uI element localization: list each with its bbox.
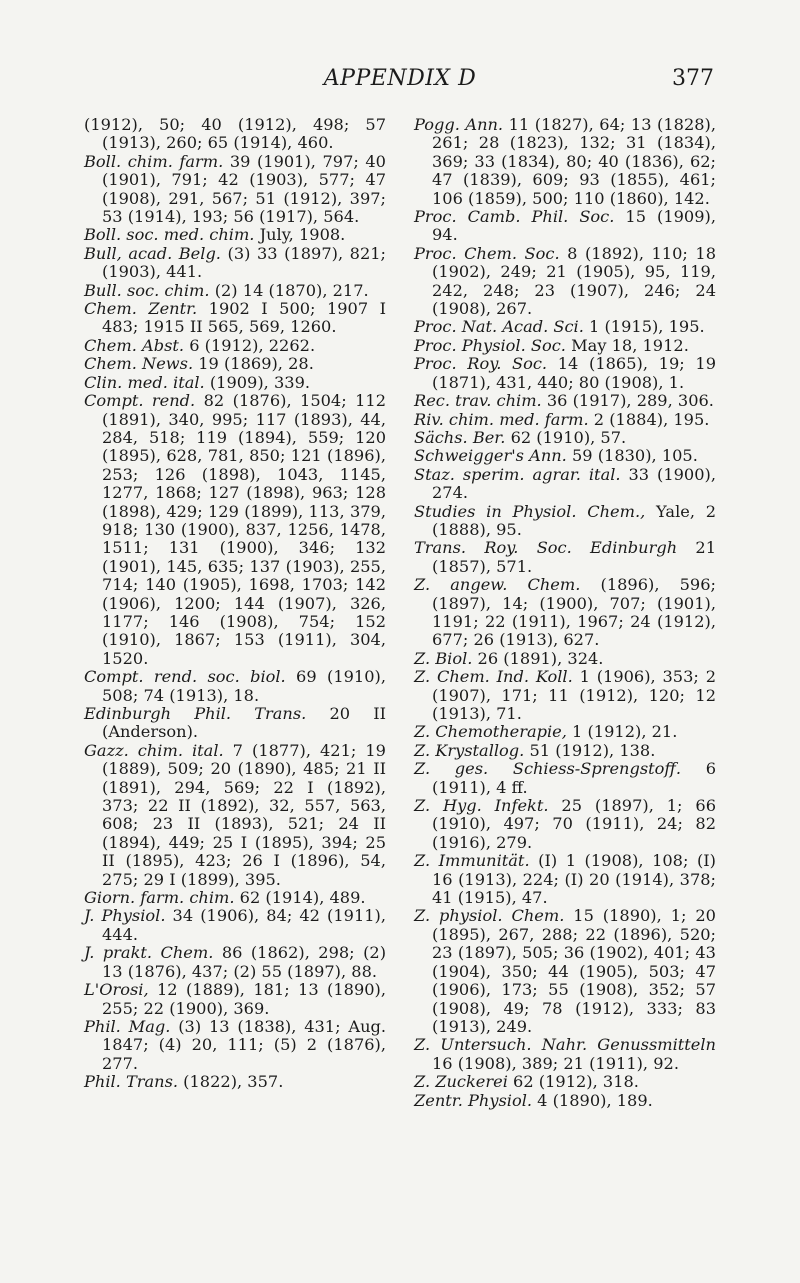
journal-reference: 26 (1891), 324. — [472, 648, 604, 668]
bibliography-entry — [414, 392, 716, 410]
journal-reference: 6 (1911), 4 ff. — [432, 759, 716, 797]
bibliography-entry — [84, 355, 386, 373]
bibliography-entry — [84, 742, 386, 889]
journal-abbreviation: Z. Biol. — [414, 648, 473, 668]
journal-reference: 34 (1906), 84; 42 (1911), 444. — [102, 906, 386, 944]
bibliography-entry — [84, 1073, 386, 1091]
journal-reference: May 18, 1912. — [565, 335, 689, 355]
journal-reference: 69 (1910), 508; 74 (1913), 18. — [102, 667, 386, 705]
journal-reference: Yale, 2 (1888), 95. — [432, 501, 716, 539]
bibliography-entry — [414, 852, 716, 907]
journal-reference: (2) 14 (1870), 217. — [209, 280, 369, 300]
journal-abbreviation: Proc. Roy. Soc. — [414, 354, 548, 374]
bibliography-entry — [414, 907, 716, 1036]
bibliography-entry — [414, 245, 716, 319]
bibliography-entry — [414, 337, 716, 355]
bibliography-entry — [84, 889, 386, 907]
journal-reference: 12 (1889), 181; 13 (1890), 255; 22 (1900), 369. — [102, 980, 386, 1018]
journal-reference: 82 (1876), 1504; 112 (1891), 340, 995; 117 (1893), 44, 284, 518; 119 (1894), 559; 120 (1895), 628, 781, 850; 121 (1896), 253; 126 (1898), 1043, 1145, 1277, 1868; 127 (1898), 963; 128 (1898), 429; 129 (1899), 113, 379, 918; 130 (1900), 837, 1256, 1478, 1511; 131 (1900), 346; 132 (1901), 145, 635; 137 (1903), 255, 714; 140 (1905), 1698, 1703; 142 (1906), 1200; 144 (1907), 326, 1177; 146 (1908), 754; 152 (1910), 1867; 153 (1911), 304, 1520. — [102, 391, 386, 668]
bibliography-entry — [414, 355, 716, 392]
bibliography-entry — [84, 153, 386, 227]
journal-reference: 19 (1869), 28. — [193, 354, 314, 374]
journal-reference: 4 (1890), 189. — [532, 1090, 653, 1110]
journal-abbreviation: J. Physiol. — [84, 906, 166, 926]
journal-reference: 51 (1912), 138. — [524, 740, 656, 760]
bibliography-entry — [84, 981, 386, 1018]
bibliography-entry — [414, 318, 716, 336]
journal-reference: 20 II (Anderson). — [102, 704, 386, 742]
page-number: 377 — [672, 66, 714, 91]
journal-abbreviation: Boll. soc. med. chim. — [84, 225, 255, 245]
journal-abbreviation: Bull. soc. chim. — [84, 280, 210, 300]
page-header — [0, 66, 800, 96]
left-column — [84, 116, 386, 1092]
bibliography-entry — [84, 300, 386, 337]
bibliography-entry — [84, 245, 386, 282]
journal-reference: (1909), 339. — [204, 372, 311, 392]
journal-abbreviation: Chem. News. — [84, 354, 194, 374]
bibliography-entry — [414, 411, 716, 429]
bibliography-entry — [84, 282, 386, 300]
journal-abbreviation: Chem. Zentr. — [84, 299, 198, 319]
journal-reference: 86 (1862), 298; (2) 13 (1876), 437; (2) 55 (1897), 88. — [102, 943, 387, 981]
journal-reference: 1902 I 500; 1907 I 483; 1915 II 565, 569, 1260. — [102, 299, 386, 337]
running-title: APPENDIX D — [323, 66, 477, 91]
bibliography-entry — [414, 760, 716, 797]
bibliography-entry — [414, 1036, 716, 1073]
journal-abbreviation: Z. ges. Schiess-Sprengstoff. — [414, 759, 682, 779]
journal-reference: 15 (1909), 94. — [432, 207, 716, 245]
bibliography-entry — [414, 208, 716, 245]
journal-reference: 1 (1912), 21. — [566, 722, 678, 742]
journal-abbreviation: Z. angew. Chem. — [414, 575, 581, 595]
journal-abbreviation: Giorn. farm. chim. — [84, 888, 235, 908]
journal-reference: 59 (1830), 105. — [566, 446, 698, 466]
journal-reference: 6 (1912), 2262. — [184, 335, 316, 355]
bibliography-entry — [414, 1092, 716, 1110]
journal-abbreviation: Clin. med. ital. — [84, 372, 205, 392]
journal-reference: 39 (1901), 797; 40 (1901), 791; 42 (1903), 577; 47 (1908), 291, 567; 51 (1912), 397; 53 (1914), 193; 56 (1917), 564. — [102, 151, 386, 227]
journal-reference: (1912), 50; 40 (1912), 498; 57 (1913), 260; 65 (1914), 460. — [84, 115, 386, 153]
right-column — [414, 116, 716, 1110]
journal-abbreviation: Proc. Physiol. Soc. — [414, 335, 566, 355]
journal-abbreviation: Z. physiol. Chem. — [414, 906, 565, 926]
journal-abbreviation: Proc. Camb. Phil. Soc. — [414, 207, 615, 227]
bibliography-entry — [414, 539, 716, 576]
bibliography-entry — [414, 723, 716, 741]
journal-abbreviation: Proc. Chem. Soc. — [414, 243, 560, 263]
bibliography-entry — [414, 503, 716, 540]
bibliography-entry — [414, 447, 716, 465]
journal-abbreviation: Schweigger's Ann. — [414, 446, 567, 466]
bibliography-entry — [84, 337, 386, 355]
journal-reference: 1 (1915), 195. — [583, 317, 705, 337]
bibliography-entry — [414, 429, 716, 447]
journal-reference: (1896), 596; (1897), 14; (1900), 707; (1901), 1191; 22 (1911), 1967; 24 (1912), 677; 26 (1913), 627. — [432, 575, 716, 650]
bibliography-entry — [84, 705, 386, 742]
bibliography-entry — [414, 1073, 716, 1091]
journal-abbreviation: Zentr. Physiol. — [414, 1090, 533, 1110]
journal-reference: 8 (1892), 110; 18 (1902), 249; 21 (1905), 95, 119, 242, 248; 23 (1907), 246; 24 (1908), 267. — [432, 243, 716, 319]
bibliography-entry — [84, 374, 386, 392]
journal-reference: 25 (1897), 1; 66 (1910), 497; 70 (1911), 24; 82 (1916), 279. — [432, 796, 716, 852]
bibliography-entry — [84, 907, 386, 944]
journal-abbreviation: Rec. trav. chim. — [414, 391, 542, 411]
journal-abbreviation: Phil. Mag. — [84, 1016, 171, 1036]
bibliography-entry — [414, 576, 716, 650]
journal-reference: 1 (1906), 353; 2 (1907), 171; 11 (1912), 120; 12 (1913), 71. — [432, 667, 716, 723]
bibliography-entry — [84, 392, 386, 668]
journal-reference: 14 (1865), 19; 19 (1871), 431, 440; 80 (1908), 1. — [432, 354, 716, 392]
journal-abbreviation: Z. Chemotherapie, — [414, 722, 567, 742]
journal-reference: 62 (1912), 318. — [507, 1072, 639, 1092]
journal-reference: 62 (1914), 489. — [234, 888, 366, 908]
bibliography-entry — [414, 466, 716, 503]
journal-abbreviation: Edinburgh Phil. Trans. — [84, 704, 307, 723]
journal-reference: 33 (1900), 274. — [432, 464, 716, 503]
bibliography-entry — [414, 668, 716, 723]
journal-abbreviation: Pogg. Ann. — [414, 115, 504, 134]
journal-reference: 16 (1908), 389; 21 (1911), 92. — [432, 1053, 679, 1073]
bibliography-entry — [84, 116, 386, 153]
journal-abbreviation: Z. Zuckerei — [414, 1072, 508, 1092]
journal-reference: (I) 1 (1908), 108; (I) 16 (1913), 224; (I) 20 (1914), 378; 41 (1915), 47. — [432, 851, 716, 908]
journal-abbreviation: Chem. Abst. — [84, 335, 185, 355]
journal-abbreviation: Proc. Nat. Acad. Sci. — [414, 317, 584, 337]
bibliography-entry — [414, 797, 716, 852]
bibliography-entry — [84, 1018, 386, 1073]
journal-reference: 11 (1827), 64; 13 (1828), 261; 28 (1823), 132; 31 (1834), 369; 33 (1834), 80; 40 (1836), 62; 47 (1839), 609; 93 (1855), 461; 106 (1859), 500; 110 (1860), 142. — [432, 115, 717, 208]
journal-abbreviation: Boll. chim. farm. — [84, 151, 224, 171]
journal-abbreviation: Studies in Physiol. Chem., — [414, 501, 646, 521]
bibliography-entry — [414, 742, 716, 760]
journal-reference: 15 (1890), 1; 20 (1895), 267, 288; 22 (1896), 520; 23 (1897), 505; 36 (1902), 401; 43 (1904), 350; 44 (1905), 503; 47 (1906), 173; 55 (1908), 352; 57 (1908), 49; 78 (1912), 333; 83 (1913), 249. — [432, 906, 716, 1036]
journal-abbreviation: Compt. rend. soc. biol. — [84, 667, 286, 687]
journal-reference: July, 1908. — [254, 225, 346, 245]
journal-reference: (3) 13 (1838), 431; Aug. 1847; (4) 20, 111; (5) 2 (1876), 277. — [102, 1016, 387, 1073]
journal-reference: (1822), 357. — [178, 1072, 284, 1092]
journal-abbreviation: L'Orosi, — [84, 980, 149, 1000]
journal-abbreviation: Z. Krystallog. — [414, 740, 525, 760]
journal-abbreviation: Bull, acad. Belg. — [84, 243, 221, 263]
journal-abbreviation: Phil. Trans. — [84, 1072, 179, 1092]
journal-reference: (3) 33 (1897), 821; (1903), 441. — [102, 243, 386, 282]
journal-reference: 7 (1877), 421; 19 (1889), 509; 20 (1890), 485; 21 II (1891), 294, 569; 22 I (1892), 373; 22 II (1892), 32, 557, 563, 608; 23 II (1893), 521; 24 II (1894), 449; 25 I (1895), 394; 25 II (1895), 423; 26 I (1896), 54, 275; 29 I (1899), 395. — [102, 740, 386, 889]
journal-abbreviation: Z. Immunität. — [414, 851, 530, 871]
bibliography-entry — [414, 650, 716, 668]
journal-abbreviation: Compt. rend. — [84, 391, 196, 411]
journal-abbreviation: J. prakt. Chem. — [84, 943, 214, 963]
journal-abbreviation: Gazz. chim. ital. — [84, 740, 224, 760]
bibliography-entry — [84, 944, 386, 981]
journal-abbreviation: Sächs. Ber. — [414, 427, 506, 447]
journal-abbreviation: Z. Untersuch. Nahr. Genussmitteln — [414, 1035, 716, 1055]
bibliography-entry — [414, 116, 716, 208]
journal-abbreviation: Z. Hyg. Infekt. — [414, 796, 549, 816]
bibliography-entry — [84, 226, 386, 244]
journal-reference: 21 (1857), 571. — [432, 538, 717, 576]
journal-reference: 2 (1884), 195. — [588, 409, 710, 429]
journal-abbreviation: Staz. sperim. agrar. ital. — [414, 464, 621, 484]
bibliography-entry — [84, 668, 386, 705]
journal-abbreviation: Z. Chem. Ind. Koll. — [414, 667, 573, 687]
journal-abbreviation: Trans. Roy. Soc. Edinburgh — [414, 538, 678, 558]
journal-abbreviation: Riv. chim. med. farm. — [414, 409, 589, 429]
journal-reference: 36 (1917), 289, 306. — [541, 391, 714, 411]
journal-reference: 62 (1910), 57. — [505, 427, 627, 447]
